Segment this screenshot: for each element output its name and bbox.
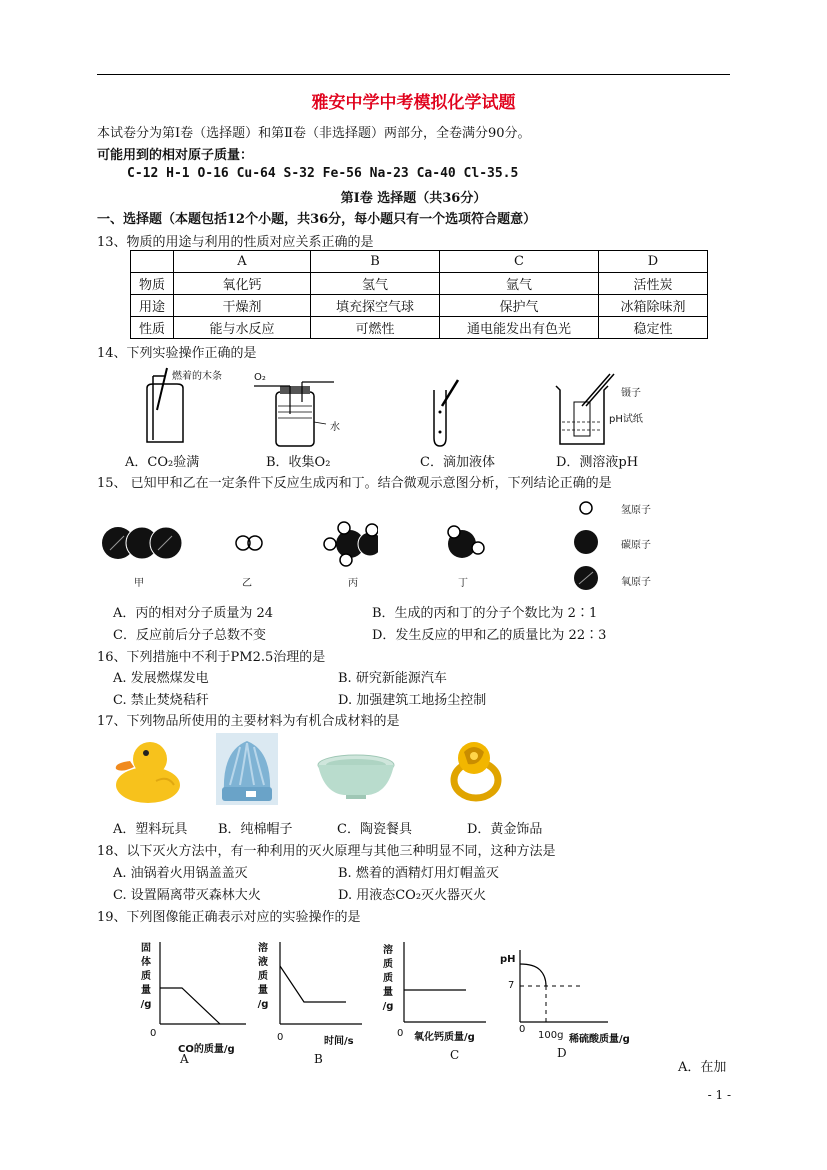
molecule-jia-figure <box>100 520 184 566</box>
molecule-label-yi: 乙 <box>242 578 252 589</box>
q18-stem: 18、以下灭火方法中，有一种利用的灭火原理与其他三种明显不同，这种方法是 <box>97 844 556 859</box>
q14-option-c: C．滴加液体 <box>420 455 495 470</box>
graph-a-tag: A <box>180 1052 189 1066</box>
graph-b-ylabel-char: 液 <box>258 957 268 968</box>
table-cell: 可燃性 <box>311 317 440 339</box>
table-cell: D <box>599 251 708 273</box>
atomic-mass-heading: 可能用到的相对原子质量： <box>97 148 254 163</box>
q14-option-b: B．收集O₂ <box>266 455 331 470</box>
graph-b-ylabel-char: /g <box>257 999 269 1010</box>
molecule-ding-figure <box>444 522 488 566</box>
graph-a-ylabel-char: /g <box>140 999 152 1010</box>
molecule-yi-figure <box>234 532 264 554</box>
graph-d-xlabel: 稀硫酸质量/g <box>569 1034 630 1045</box>
table-cell: 氩气 <box>440 273 599 295</box>
q15-option-d: D．发生反应的甲和乙的质量比为 22∶3 <box>372 628 607 643</box>
graph-c-ylabel-char: /g <box>382 1001 394 1012</box>
graph-b-plot <box>270 938 366 1030</box>
q18-option-d: D. 用液态CO₂灭火器灭火 <box>338 888 487 903</box>
table-header-row <box>131 251 708 273</box>
graph-a-ylabel-char: 体 <box>141 957 151 968</box>
page-number: - 1 - <box>707 1088 731 1102</box>
q16-option-c: C. 禁止焚烧秸秆 <box>113 693 209 708</box>
q16-option-b: B. 研究新能源汽车 <box>338 671 447 686</box>
legend-oxygen: 氧原子 <box>621 577 651 588</box>
q17-stem: 17、下列物品所使用的主要材料为有机合成材料的是 <box>97 714 400 729</box>
top-rule <box>97 74 730 75</box>
table-cell: 冰箱除味剂 <box>599 295 708 317</box>
q19-trailing-text: A．在加 <box>678 1060 727 1075</box>
knit-hat-picture <box>216 733 278 805</box>
q18-option-a: A. 油锅着火用锅盖盖灭 <box>113 866 248 881</box>
table-cell <box>131 251 174 273</box>
q13-stem: 13、物质的用途与利用的性质对应关系正确的是 <box>97 235 374 250</box>
molecule-label-jia: 甲 <box>134 578 144 589</box>
table-cell: A <box>174 251 311 273</box>
graph-a-origin: 0 <box>150 1028 157 1039</box>
table-cell: C <box>440 251 599 273</box>
q15-option-b: B．生成的丙和丁的分子个数比为 2∶1 <box>372 606 598 621</box>
graph-b-xlabel: 时间/s <box>324 1036 354 1047</box>
molecule-bing-figure <box>322 518 378 570</box>
q15-stem: 15、 已知甲和乙在一定条件下反应生成丙和丁。结合微观示意图分析，下列结论正确的是 <box>97 476 612 491</box>
q16-stem: 16、下列措施中不利于PM2.5治理的是 <box>97 650 326 665</box>
graph-b-ylabel <box>257 942 269 1012</box>
graph-d-ylabel: pH <box>500 954 516 965</box>
dropper-tube-figure <box>428 376 468 450</box>
fig-label-burning-stick: 燃着的木条 <box>172 371 222 382</box>
graph-d-ytick: 7 <box>508 980 515 991</box>
graph-c-ylabel-char: 溶 <box>383 945 393 956</box>
table-cell: 氢气 <box>311 273 440 295</box>
q14-option-a: A．CO₂验满 <box>125 455 200 470</box>
table-row <box>131 295 708 317</box>
q18-option-c: C. 设置隔离带灭森林大火 <box>113 888 261 903</box>
graph-c-ylabel-char: 质 <box>383 959 393 970</box>
table-row <box>131 317 708 339</box>
q17-option-a: A．塑料玩具 <box>113 822 188 837</box>
graph-d-origin: 0 <box>519 1024 526 1035</box>
fig-label-o2: O₂ <box>254 372 266 383</box>
graph-c-ylabel-char: 量 <box>383 987 393 998</box>
molecule-label-bing: 丙 <box>348 578 358 589</box>
table-cell: 氧化钙 <box>174 273 311 295</box>
q17-option-d: D．黄金饰品 <box>467 822 543 837</box>
graph-a-plot <box>150 938 250 1030</box>
molecule-label-ding: 丁 <box>458 578 468 589</box>
legend-carbon: 碳原子 <box>621 540 651 551</box>
table-cell: 保护气 <box>440 295 599 317</box>
table-cell: 性质 <box>131 317 174 339</box>
atom-legend-figure <box>574 496 610 594</box>
graph-c-origin: 0 <box>397 1028 404 1039</box>
table-cell: 填充探空气球 <box>311 295 440 317</box>
graph-d-xtick: 100g <box>538 1030 564 1041</box>
graph-b-ylabel-char: 溶 <box>258 943 268 954</box>
gold-ring-picture <box>446 738 504 802</box>
section1-heading: 一、选择题（本题包括12个小题，共36分，每小题只有一个选项符合题意） <box>97 212 537 227</box>
q15-option-a: A．丙的相对分子质量为 24 <box>113 606 274 621</box>
atomic-mass-list: C-12 H-1 O-16 Cu-64 S-32 Fe-56 Na-23 Ca-40 Cl-35.5 <box>127 166 519 181</box>
fig-label-water: 水 <box>330 422 340 433</box>
graph-b-tag: B <box>314 1052 323 1066</box>
q19-stem: 19、下列图像能正确表示对应的实验操作的是 <box>97 910 361 925</box>
table-cell: 活性炭 <box>599 273 708 295</box>
q15-option-c: C．反应前后分子总数不变 <box>113 628 266 643</box>
page-title: 雅安中学中考模拟化学试题 <box>311 93 516 113</box>
q17-option-b: B．纯棉帽子 <box>218 822 293 837</box>
q18-option-b: B. 燃着的酒精灯用灯帽盖灭 <box>338 866 499 881</box>
graph-a-ylabel-char: 量 <box>141 985 151 996</box>
o2-collection-apparatus-figure <box>250 372 340 450</box>
part1-heading: 第Ⅰ卷 选择题（共36分） <box>340 191 487 206</box>
table-row <box>131 273 708 295</box>
table-cell: 物质 <box>131 273 174 295</box>
graph-c-tag: C <box>450 1048 460 1062</box>
graph-b-ylabel-char: 质 <box>258 971 268 982</box>
ceramic-bowl-picture <box>316 753 396 801</box>
table-cell: 稳定性 <box>599 317 708 339</box>
q16-option-d: D. 加强建筑工地扬尘控制 <box>338 693 487 708</box>
table-cell: 用途 <box>131 295 174 317</box>
fig-label-tweezers: 镊子 <box>621 388 641 399</box>
graph-c-ylabel-char: 质 <box>383 973 393 984</box>
q17-option-c: C．陶瓷餐具 <box>337 822 412 837</box>
graph-b-origin: 0 <box>277 1032 284 1043</box>
q14-option-d: D．测溶液pH <box>556 455 639 470</box>
intro-text: 本试卷分为第Ⅰ卷（选择题）和第Ⅱ卷（非选择题）两部分，全卷满分90分。 <box>97 126 531 141</box>
graph-c-ylabel <box>382 944 394 1014</box>
graph-d-tag: D <box>557 1046 567 1060</box>
table-cell: 能与水反应 <box>174 317 311 339</box>
rubber-duck-picture <box>108 735 184 807</box>
legend-hydrogen: 氢原子 <box>621 505 651 516</box>
fig-label-ph-paper: pH试纸 <box>609 414 643 425</box>
q13-table <box>130 250 708 339</box>
table-cell: 通电能发出有色光 <box>440 317 599 339</box>
graph-c-xlabel: 氧化钙质量/g <box>414 1032 475 1043</box>
graph-b-ylabel-char: 量 <box>258 985 268 996</box>
q14-stem: 14、下列实验操作正确的是 <box>97 346 257 361</box>
table-cell: 干燥剂 <box>174 295 311 317</box>
graph-a-xlabel: CO的质量/g <box>178 1044 235 1055</box>
graph-a-ylabel-char: 质 <box>141 971 151 982</box>
table-cell: B <box>311 251 440 273</box>
graph-d-plot <box>512 946 612 1026</box>
graph-c-plot <box>394 938 490 1030</box>
q16-option-a: A. 发展燃煤发电 <box>113 671 209 686</box>
graph-a-ylabel-char: 固 <box>141 943 151 954</box>
